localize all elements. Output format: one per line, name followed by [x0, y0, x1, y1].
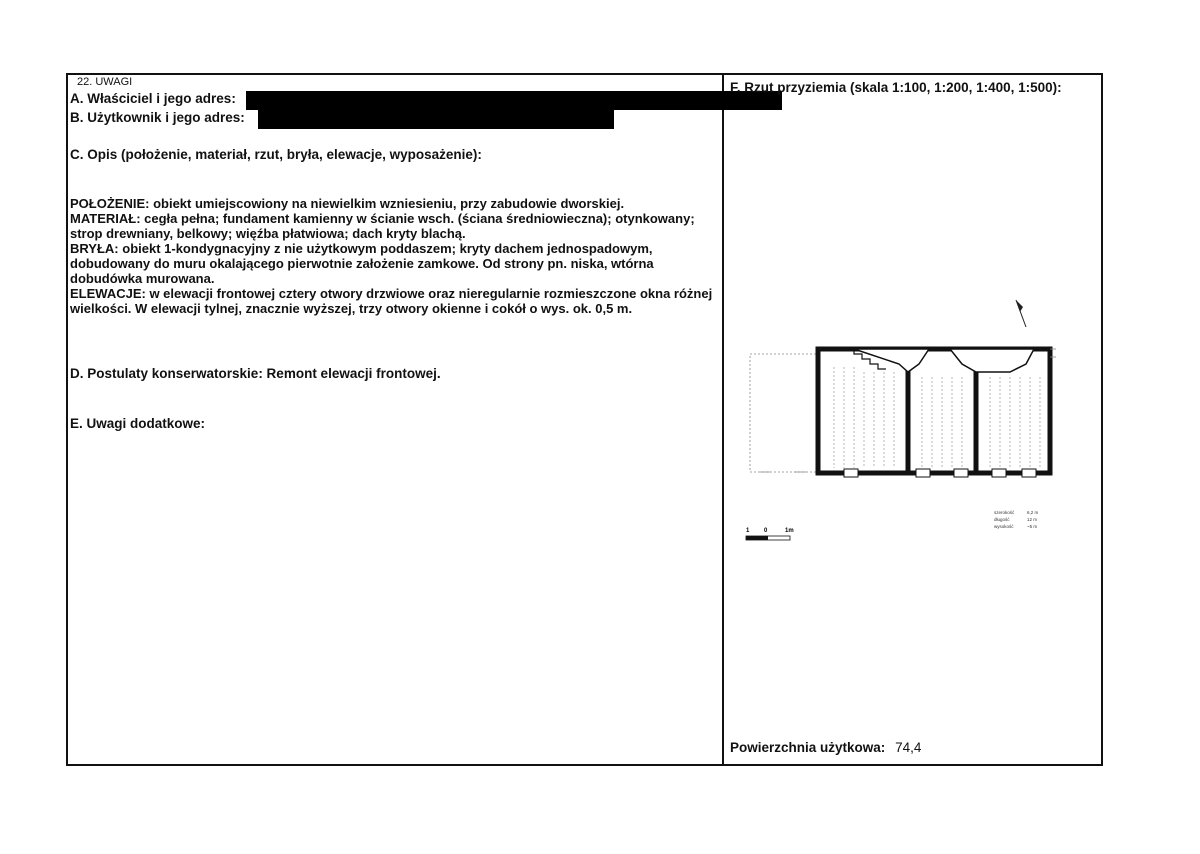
location-term: POŁOŻENIE: — [70, 196, 150, 211]
user-label: B. Użytkownik i jego adres: — [70, 110, 245, 125]
location-text: obiekt umiejscowiony na niewielkim wzniesieniu, przy zabudowie dworskiej. — [153, 196, 625, 211]
section-number: 22. UWAGI — [77, 76, 133, 88]
description-body — [70, 196, 725, 316]
scale-label-zero: 0 — [764, 528, 768, 534]
scale-bar — [746, 528, 794, 540]
description-heading: C. Opis (położenie, materiał, rzut, bryła, elewacje, wyposażenie): — [70, 147, 482, 162]
dimension-value: 6,2 m — [1027, 510, 1039, 515]
massing-term: BRYŁA: — [70, 241, 119, 256]
dimension-label: wysokość — [994, 524, 1014, 529]
north-arrow-icon — [1016, 300, 1026, 327]
elevations-paragraph — [70, 286, 725, 316]
massing-text: obiekt 1-kondygnacyjny z nie użytkowym poddaszem; kryty dachem jednospadowym, dobudowany do muru okalającego pierwotnie założenie zamkowe. Od strony pn. niska, wtórna dobudówka murowana. — [70, 241, 654, 286]
elevations-text: w elewacji frontowej cztery otwory drzwiowe oraz nieregularnie rozmieszczone okna różnej wielkości. W elewacji tylnej, znacznie wyższej, trzy otwory okienne i cokół o wys. ok. 0,5 m. — [70, 286, 713, 316]
owner-label: A. Właściciel i jego adres: — [70, 91, 236, 106]
material-paragraph — [70, 211, 725, 241]
location-paragraph — [70, 196, 725, 211]
material-term: MATERIAŁ: — [70, 211, 141, 226]
usable-area-label: Powierzchnia użytkowa: — [730, 740, 886, 755]
dimension-value: 12 m — [1027, 517, 1038, 522]
column-divider — [722, 73, 724, 766]
massing-paragraph — [70, 241, 725, 286]
plan-title: F. Rzut przyziemia (skala 1:100, 1:200, 1:400, 1:500): — [730, 80, 1062, 95]
material-text: cegła pełna; fundament kamienny w ścianie wsch. (ściana średniowieczna); otynkowany; strop drewniany, belkowy; więźba płatwiowa; dach kryty blachą. — [70, 211, 695, 241]
elevations-term: ELEWACJE: — [70, 286, 146, 301]
remarks-label: E. Uwagi dodatkowe: — [70, 416, 206, 431]
usable-area-value: 74,4 — [895, 740, 922, 755]
scale-label-right: 1m — [785, 528, 794, 534]
dimension-label: długość — [994, 517, 1010, 522]
postulates-label: D. Postulaty konserwatorskie: Remont elewacji frontowej. — [70, 366, 441, 381]
scale-label-left: 1 — [746, 528, 750, 534]
annex-outline — [750, 354, 816, 472]
usable-area — [730, 740, 921, 755]
dimensions-list — [994, 510, 1039, 529]
dimension-label: szerokość — [994, 510, 1015, 515]
dimension-value: ~5 m — [1027, 524, 1038, 529]
user-redaction — [258, 108, 614, 129]
floor-plan — [744, 292, 1084, 552]
